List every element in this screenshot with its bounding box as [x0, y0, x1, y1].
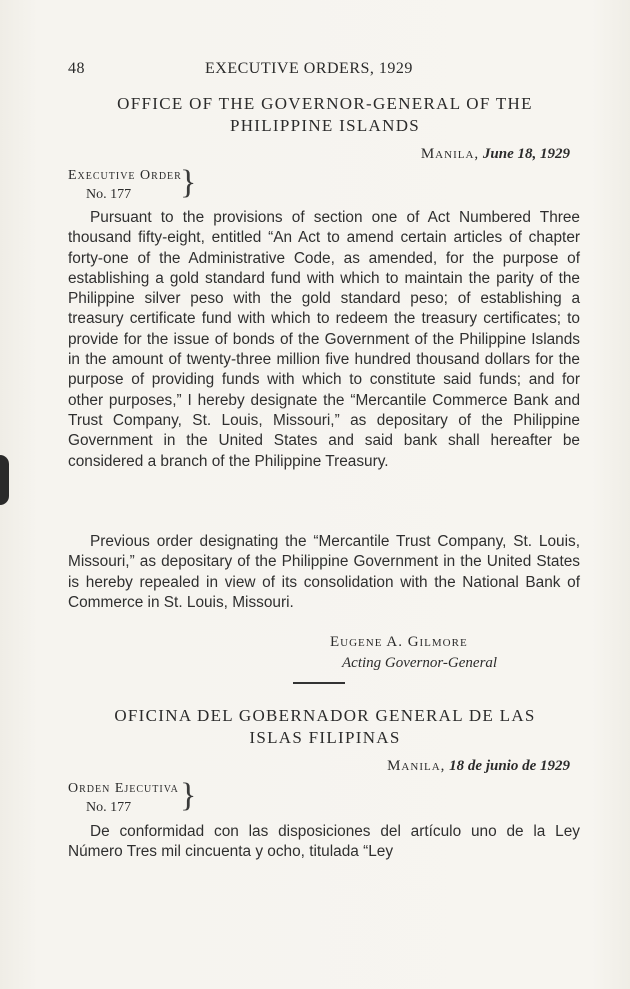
- spanish-order-label: Orden Ejecutiva: [68, 781, 179, 796]
- english-dateline-city: Manila,: [420, 146, 480, 162]
- english-order-label: Executive Order: [68, 168, 182, 183]
- spanish-order-number: No. 177: [86, 800, 132, 815]
- spanish-heading-line1: OFICINA DEL GOBERNADOR GENERAL DE LAS: [114, 706, 536, 725]
- spanish-heading-line2: ISLAS FILIPINAS: [249, 728, 401, 747]
- spanish-dateline-date: 18 de junio de 1929: [449, 758, 570, 774]
- english-dateline: [421, 146, 570, 163]
- spanish-office-heading: [70, 705, 580, 749]
- section-divider: [293, 682, 345, 684]
- spanish-dateline: [387, 758, 570, 775]
- page-number: 48: [68, 60, 85, 77]
- spanish-dateline-city: Manila,: [387, 758, 446, 774]
- spanish-order-identifier: [68, 779, 179, 817]
- english-heading-line2: PHILIPPINE ISLANDS: [229, 116, 421, 135]
- spanish-order-brace: }: [180, 777, 197, 814]
- spanish-paragraph-1: De conformidad con las disposiciones del artículo uno de la Ley Número Tres mil cincuenta y ocho, titulada “Ley: [68, 823, 580, 861]
- english-order-identifier: [68, 166, 182, 204]
- english-office-heading: [70, 93, 580, 137]
- signature-title: Acting Governor-General: [342, 655, 498, 671]
- english-order-number: No. 177: [86, 187, 132, 202]
- english-heading-line1: OFFICE OF THE GOVERNOR-GENERAL OF THE: [117, 94, 533, 113]
- english-signature: [330, 632, 497, 674]
- page-edge-mark: [0, 455, 9, 505]
- english-order-brace: }: [180, 164, 197, 201]
- english-dateline-date: June 18, 1929: [482, 146, 570, 162]
- running-title: EXECUTIVE ORDERS, 1929: [205, 60, 413, 77]
- english-paragraph-2: Previous order designating the “Mercantile Trust Company, St. Louis, Missouri,” as depositary of the Philippine Government in the United States is hereby repealed in view of its consolidation with the National Bank of Commerce in St. Louis, Missouri.: [68, 533, 580, 611]
- signature-name: Eugene A. Gilmore: [330, 634, 468, 650]
- english-paragraph-1: Pursuant to the provisions of section one of Act Numbered Three thousand fifty-eight, entitled “An Act to amend certain articles of chapter forty-one of the Administrative Code, as amended, for the purpose of establishing a gold standard fund with which to maintain the parity of the Philippine silver peso with the gold standard peso; of establishing a treasury certificate fund with which to redeem the treasury certificates; to provide for the issue of bonds of the Government of the Philippine Islands in the amount of twenty-three million five hundred thousand dollars for the purpose of providing funds with which to constitute said funds; and for other purposes,” I hereby designate the “Mercantile Commerce Bank and Trust Company, St. Louis, Missouri,” as depositary of the Philippine Government in the United States and said bank shall hereafter be considered a branch of the Philippine Treasury.: [68, 209, 580, 470]
